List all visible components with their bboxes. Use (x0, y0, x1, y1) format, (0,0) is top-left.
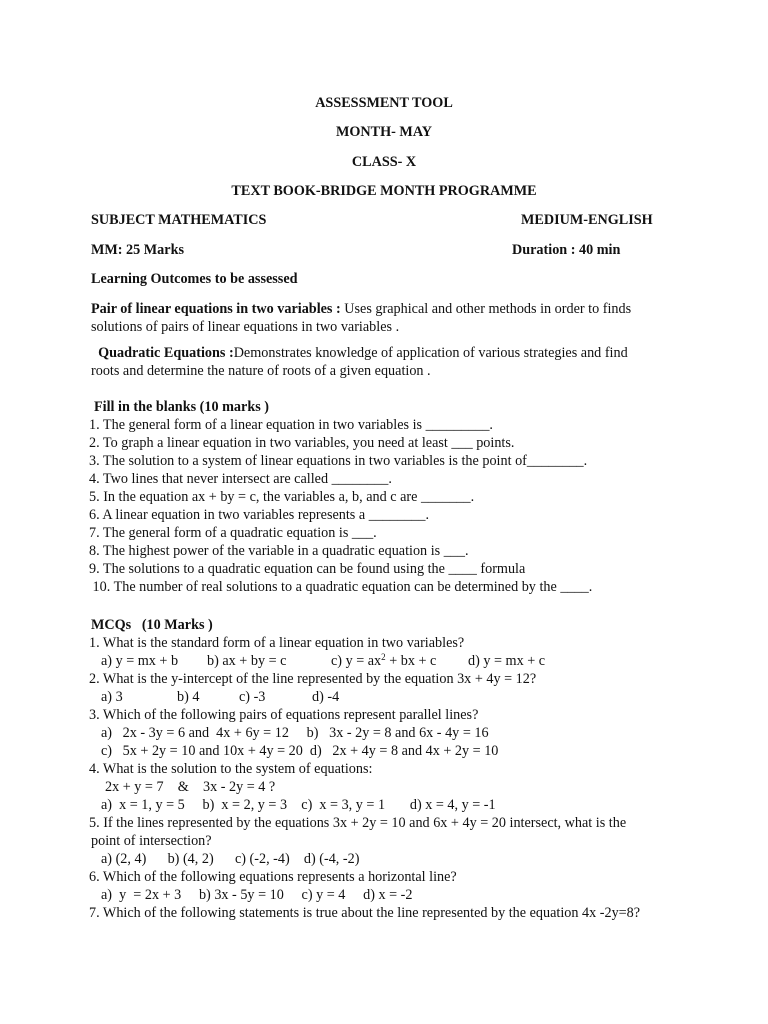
mcq-options-4: a) x = 1, y = 5 b) x = 2, y = 3 c) x = 3, y = 1 d) x = 4, y = -1 (101, 797, 496, 813)
outcome-quadratic-text: Demonstrates knowledge of application of various strategies and find (233, 345, 628, 361)
mcq-question-5: 5. If the lines represented by the equations 3x + 2y = 10 and 6x + 4y = 20 intersect, what is the (89, 815, 627, 831)
list-item: 7. The general form of a quadratic equation is ___. (89, 525, 377, 541)
list-item: 4. Two lines that never intersect are called ________. (89, 471, 392, 487)
outcomes-title: Learning Outcomes to be assessed (91, 271, 298, 287)
outcome-quadratic (91, 344, 691, 380)
list-item: 5. In the equation ax + by = c, the variables a, b, and c are _______. (89, 489, 475, 505)
outcome-quadratic-label: Quadratic Equations : (98, 345, 234, 361)
option-b: b) ax + by = c (207, 653, 287, 669)
mcq-options-3a: a) 2x - 3y = 6 and 4x + 6y = 12 b) 3x - 2y = 8 and 6x - 4y = 16 (101, 725, 489, 741)
outcome-linear-text: Uses graphical and other methods in order to finds (340, 301, 632, 317)
mcq-options-1 (89, 652, 640, 670)
option-a: a) 3 (101, 689, 123, 705)
doc-title: ASSESSMENT TOOL (315, 95, 453, 111)
list-item: 6. A linear equation in two variables represents a ________. (89, 507, 430, 523)
mcq-options-6: a) y = 2x + 3 b) 3x - 5y = 10 c) y = 4 d) x = -2 (101, 887, 413, 903)
list-item: 8. The highest power of the variable in a quadratic equation is ___. (89, 543, 469, 559)
mcq-title: MCQs (10 Marks ) (91, 617, 213, 633)
outcome-linear-text-2: solutions of pairs of linear equations in two variables . (91, 319, 400, 335)
subject-label: SUBJECT MATHEMATICS (91, 212, 267, 228)
outcome-linear-label: Pair of linear equations in two variables : (91, 301, 341, 317)
mcq-list (89, 634, 640, 922)
list-item: 2. To graph a linear equation in two variables, you need at least ___ points. (89, 435, 515, 451)
duration: Duration : 40 min (512, 242, 621, 258)
list-item: 3. The solution to a system of linear equations in two variables is the point of________. (89, 453, 588, 469)
mcq-question-2: 2. What is the y-intercept of the line represented by the equation 3x + 4y = 12? (89, 671, 537, 687)
list-item: 1. The general form of a linear equation in two variables is _________. (89, 417, 493, 433)
mcq-options-5: a) (2, 4) b) (4, 2) c) (-2, -4) d) (-4, -2) (101, 851, 360, 867)
mcq-question-4: 4. What is the solution to the system of equations: (89, 761, 373, 777)
month-line: MONTH- MAY (335, 124, 433, 140)
mcq-question-3: 3. Which of the following pairs of equations represent parallel lines? (89, 707, 479, 723)
mcq-question-1: 1. What is the standard form of a linear equation in two variables? (89, 635, 465, 651)
option-c: c) -3 (239, 689, 266, 705)
mcq-options-2 (89, 688, 640, 706)
mcq-equations-4: 2x + y = 7 & 3x - 2y = 4 ? (105, 779, 276, 795)
list-item: 10. The number of real solutions to a quadratic equation can be determined by the ____. (89, 579, 593, 595)
programme-line: TEXT BOOK-BRIDGE MONTH PROGRAMME (231, 183, 537, 199)
mcq-question-6: 6. Which of the following equations represents a horizontal line? (89, 869, 457, 885)
option-a: a) y = mx + b (101, 653, 179, 669)
mcq-question-7: 7. Which of the following statements is true about the line represented by the equation 4x -2y=8? (89, 905, 641, 921)
option-d: d) y = mx + c (468, 653, 546, 669)
class-line: CLASS- X (351, 154, 417, 170)
max-marks: MM: 25 Marks (91, 242, 184, 258)
list-item: 9. The solutions to a quadratic equation can be found using the ____ formula (89, 561, 526, 577)
fill-blanks-title: Fill in the blanks (10 marks ) (94, 399, 270, 415)
medium-label: MEDIUM-ENGLISH (521, 212, 653, 228)
outcome-linear (91, 300, 691, 336)
option-c: c) $y = ax^2$ + bx + c (331, 652, 437, 669)
mcq-options-3b: c) 5x + 2y = 10 and 10x + 4y = 20 d) 2x + 4y = 8 and 4x + 2y = 10 (101, 743, 499, 759)
option-b: b) 4 (177, 689, 200, 705)
mcq-question-5-cont: point of intersection? (91, 833, 212, 849)
outcome-quadratic-text-2: roots and determine the nature of roots of a given equation . (91, 363, 431, 379)
option-d: d) -4 (312, 689, 340, 705)
fill-blanks-list (89, 416, 592, 596)
